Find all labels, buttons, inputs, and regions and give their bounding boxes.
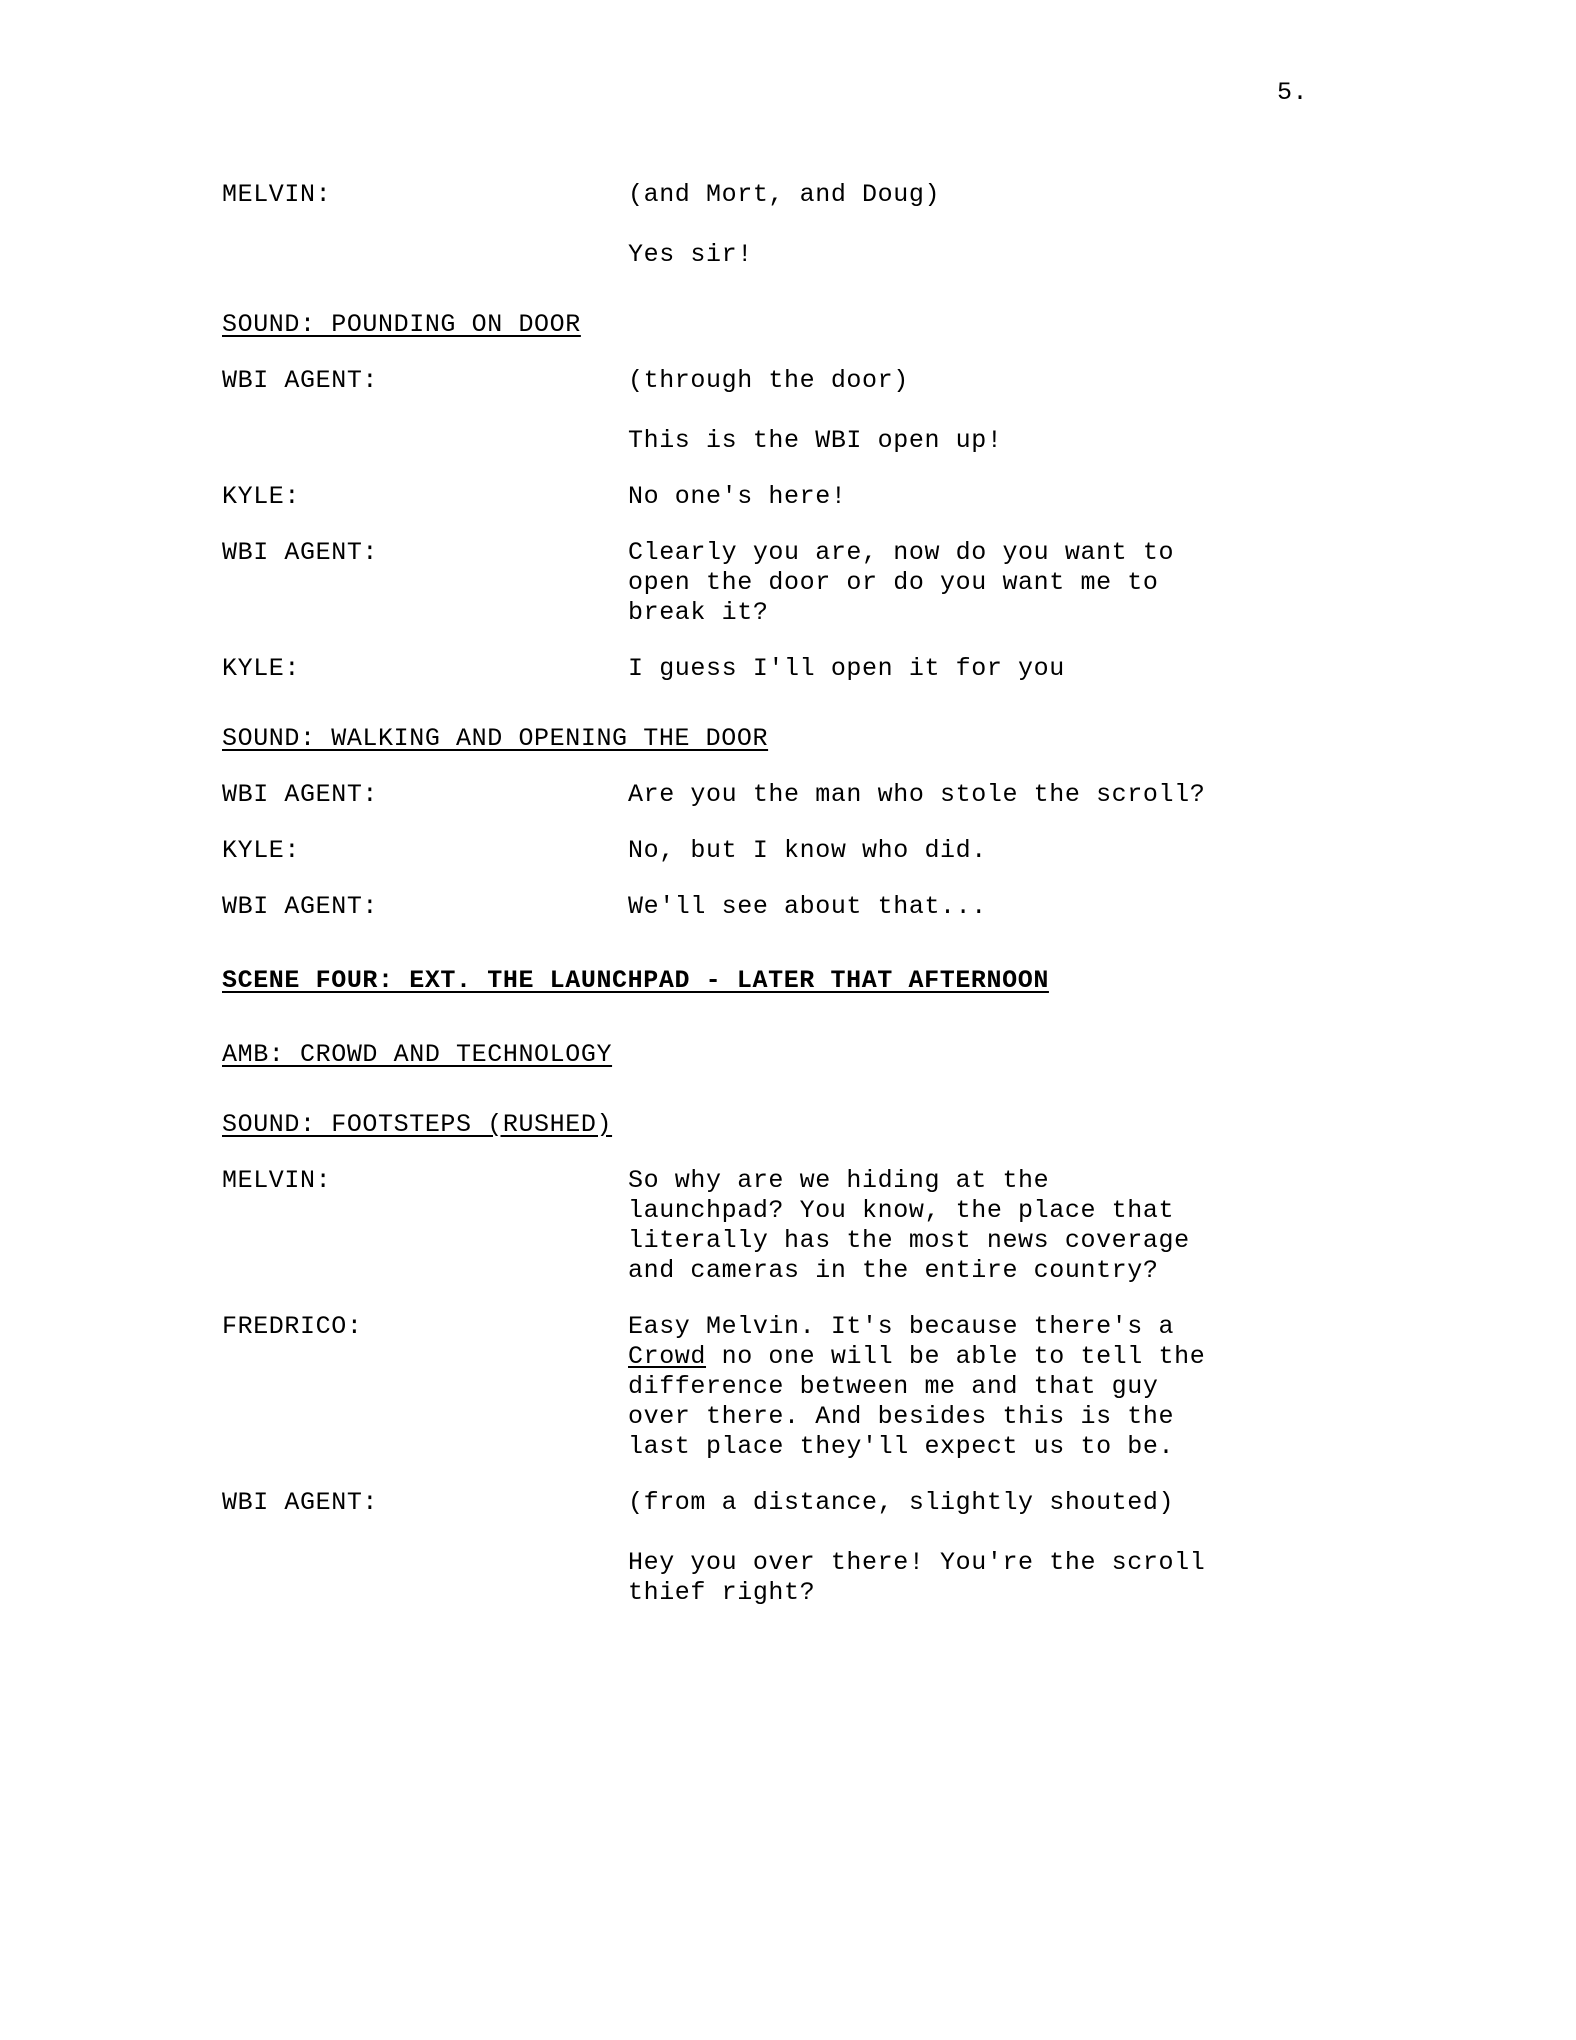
dialogue-lines (628, 836, 1342, 866)
dialogue-line-emphasis (628, 1342, 1342, 1372)
dialogue-line: Hey you over there! You're the scroll (628, 1548, 1206, 1577)
line-gap (628, 1518, 1342, 1548)
dialogue-line: (from a distance, slightly shouted) (628, 1488, 1175, 1517)
character-name: KYLE: (222, 836, 301, 865)
dialogue-lines (628, 780, 1342, 810)
dialogue-lines (628, 366, 1342, 456)
character-name: MELVIN: (222, 1166, 332, 1195)
dialogue-line: launchpad? You know, the place that (628, 1196, 1175, 1225)
dialogue-line: I guess I'll open it for you (628, 654, 1065, 683)
sound-cue: SOUND: POUNDING ON DOOR (222, 310, 581, 339)
dialogue-lines (628, 654, 1342, 684)
dialogue-block (222, 1312, 1342, 1462)
character-name: WBI AGENT: (222, 1488, 379, 1517)
dialogue-block (222, 892, 1342, 922)
dialogue-lines (628, 1166, 1342, 1286)
dialogue-block (222, 538, 1342, 628)
dialogue-block (222, 482, 1342, 512)
dialogue-block (222, 366, 1342, 456)
line-gap (628, 396, 1342, 426)
sound-cue: SOUND: FOOTSTEPS (RUSHED) (222, 1110, 613, 1139)
dialogue-block (222, 1166, 1342, 1286)
character-name: WBI AGENT: (222, 892, 379, 921)
dialogue-line: Yes sir! (628, 240, 753, 269)
dialogue-lines (628, 1488, 1342, 1608)
dialogue-line: (through the door) (628, 366, 909, 395)
dialogue-block (222, 654, 1342, 684)
dialogue-line: Are you the man who stole the scroll? (628, 780, 1206, 809)
character-name: FREDRICO: (222, 1312, 363, 1341)
scene-heading: SCENE FOUR: EXT. THE LAUNCHPAD - LATER THAT AFTERNOON (222, 966, 1049, 995)
dialogue-line: Clearly you are, now do you want to (628, 538, 1175, 567)
dialogue-block (222, 180, 1342, 270)
dialogue-line: and cameras in the entire country? (628, 1256, 1159, 1285)
dialogue-line: No one's here! (628, 482, 847, 511)
dialogue-line-rest: no one will be able to tell the (706, 1342, 1206, 1371)
dialogue-line: So why are we hiding at the (628, 1166, 1050, 1195)
dialogue-block (222, 836, 1342, 866)
dialogue-line: thief right? (628, 1578, 816, 1607)
sound-cue: SOUND: WALKING AND OPENING THE DOOR (222, 724, 769, 753)
page-number: 5. (1276, 78, 1308, 107)
character-name: WBI AGENT: (222, 366, 379, 395)
dialogue-lines (628, 482, 1342, 512)
character-name: KYLE: (222, 654, 301, 683)
dialogue-line: last place they'll expect us to be. (628, 1432, 1175, 1461)
dialogue-lines (628, 1312, 1342, 1462)
dialogue-line: literally has the most news coverage (628, 1226, 1190, 1255)
script-body (222, 180, 1342, 1634)
dialogue-line: No, but I know who did. (628, 836, 987, 865)
character-name: WBI AGENT: (222, 538, 379, 567)
character-name: KYLE: (222, 482, 301, 511)
dialogue-line: difference between me and that guy (628, 1372, 1159, 1401)
ambience-cue: AMB: CROWD AND TECHNOLOGY (222, 1040, 613, 1069)
character-name: MELVIN: (222, 180, 332, 209)
dialogue-line: over there. And besides this is the (628, 1402, 1175, 1431)
dialogue-lines (628, 180, 1342, 270)
dialogue-lines (628, 538, 1342, 628)
dialogue-line: break it? (628, 598, 769, 627)
line-gap (628, 210, 1342, 240)
dialogue-block (222, 780, 1342, 810)
dialogue-line: Easy Melvin. It's because there's a (628, 1312, 1175, 1341)
dialogue-lines (628, 892, 1342, 922)
dialogue-line: This is the WBI open up! (628, 426, 1003, 455)
dialogue-line: (and Mort, and Doug) (628, 180, 941, 209)
dialogue-line: open the door or do you want me to (628, 568, 1159, 597)
dialogue-line: We'll see about that... (628, 892, 987, 921)
character-name: WBI AGENT: (222, 780, 379, 809)
emphasized-word: Crowd (628, 1342, 707, 1371)
dialogue-block (222, 1488, 1342, 1608)
